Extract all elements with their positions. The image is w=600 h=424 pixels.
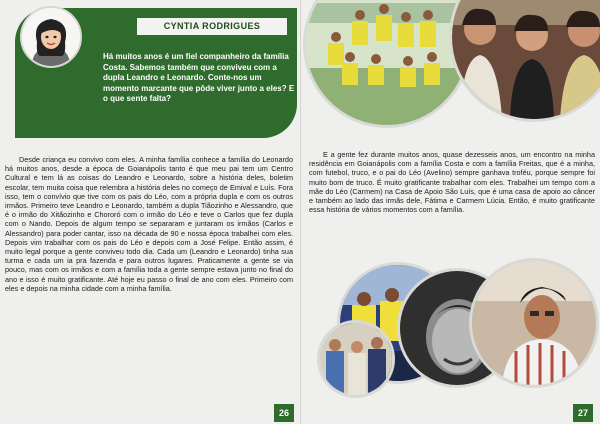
interviewee-name: CYNTIA RODRIGUES <box>137 18 287 35</box>
avatar <box>20 6 82 68</box>
interview-answer-part-1: Desde criança eu convivo com eles. A minha família conhece a família do Leonardo há muitos anos, desde a época de Goianápolis tanto é que meu pai tem um Centro Cultural e tem lá as coisas do Leandro e Leonardo, sobre a história deles, boletim escolar, tem muita coisa que relembra a história deles no começo de Emival e Luís. Fora isso, tem o convívio que tive com os pais do Léo, com a própria dupla e com os outros irmãos. Primeiro teve Leandro e Leonardo, também a dupla Tiãozinho e Alessandro, que é o irmão do Xitãozinho e Chororó com o irmão do Léo e teve o Carlos que fez dupla com o Nando. Depois de algum tempo se separaram e juntaram os irmãos (Carlos e Alessandro) para poder cantar, isso na década de 90 e nossa época trabalhei com eles. Depois vim trabalhar com os pais do Léo e depois com a José Felipe. Então assim, é muito legal porque a gente conviveu todo dia. Cada um (Leandro e Leonardo) tinha sua turma e cada um ia pra fazenda e para outros lugares. Praticamente a gente se via pouco, mas com os irmãos e com a família toda a gente sempre estava junto no final do ano e isso é muito gratificante. Até hoje eu passo o final de ano com eles. Primeiro com eles e depois na minha cidade com a minha família. <box>5 155 293 293</box>
page-number: 27 <box>573 404 593 422</box>
portrait-photo <box>469 258 599 388</box>
team-photo <box>303 0 471 128</box>
brothers-photo <box>449 0 600 122</box>
page-number: 26 <box>274 404 294 422</box>
avatar-illustration <box>22 8 80 66</box>
group-photo <box>317 320 395 398</box>
interview-answer-part-2: E a gente fez durante muitos anos, quase dezesseis anos, um encontro na minha residência em Goianápolis com a família Costa e com a família Freitas, que é a minha, com futebol, truco, e o pai do Léo (Avelino) sempre ganhava troféu, porque sempre foi muito bom de truco. É muito gratificante trabalhar com eles. Trabalhei um tempo com a mãe do Léo (Carmem) na Casa de Apoio São Luís, que é uma casa de apoio ao câncer e também ao lado das irmãs dele, Fátima e Carmem Lúcia. Então, é muito gratificante essa história de vários momentos com a família. <box>309 150 595 215</box>
interview-question: Há muitos anos é um fiel companheiro da família Costa. Sabemos também que conviveu com a dupla Leandro e Leonardo. Conte-nos um momento marcante que pôde viver junto a eles? E o que sente falta? <box>103 52 295 104</box>
right-page <box>300 0 600 424</box>
